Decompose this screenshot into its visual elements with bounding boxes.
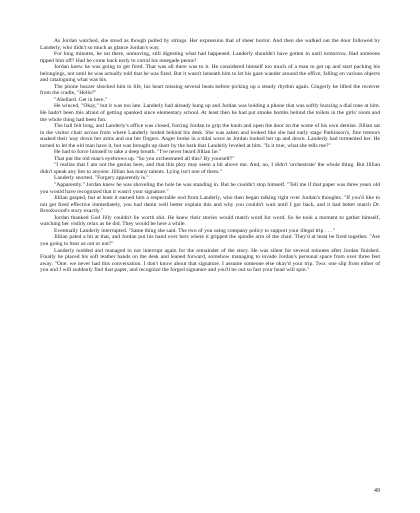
paragraph: Landerly snorted. "Forgery apparently is." (54, 175, 149, 182)
paragraph: The hall felt long, and Landerly's office was closed, forcing Jordan to grip the knob and open the door on the scene of his own demise. Jillian sat in the visitor chair across from where Landerly lorded behind his desk. She was ashen and looked like she had early stage Parkinson's, fine tremors snaked their way down her arms and out her fingers. Anger broke in a tidal wave as Jordan looked her up and down. Landerly had tormented her. He turned to let the old man have it, but was brought up short by the bark that Landerly leveled at him. "Is it true, what she tells me?" (40, 123, 380, 149)
paragraph: Jordan knew he was going to get fired. That was all there was to it. He considered himself too much of a man to get up and start packing his belongings, not until he was actually told that he was fired. But it wasn't beneath him to let his gaze wander around the office, falling on various objects and cataloguing what was his. (40, 64, 380, 84)
paragraph: He had to force himself to take a deep breath. "I've never heard Jillian lie." (54, 149, 222, 156)
paragraph: "Apparently." Jordan knew he was shoveling the hole he was standing in. But he couldn't stop himself. "Tell me if that paper was three years old you would have recognized that it wasn't your signature." (40, 182, 380, 195)
paragraph: "Abellard. Get in here." (54, 96, 108, 103)
paragraph: Jillian paled a bit at that, and Jordan put his hand over hers where it gripped the spindle arm of the chair. They'd at least be fired together. "Are you going to hear us out or not?" (40, 234, 380, 247)
paragraph: "I realize that I am not the genius here, and that this ploy may seem a bit above me. And, no, I didn't 'orchestrate' the whole thing. But Jillian didn't speak any lies to anyone. Jillian has many talents. Lying isn't one of them." (40, 162, 380, 175)
paragraph: Jordan thanked God Jilly couldn't lie worth shit. He knew their stories would match word for word. So he took a moment to gather himself, watching her visibly relax as he did. They would be here a while. (40, 214, 380, 228)
paragraph: Eventually Landerly interrupted. "Same thing she said. The two of you using company policy to support your illegal trip . . . " (54, 227, 336, 234)
paragraph: As Jordan watched, she stood as though pulled by strings. Her expression that of sheer horror. And then she walked out the door followed by Landerly, who didn't so much as glance Jordan's way. (40, 38, 380, 51)
paragraph: Jillian gasped, but at least it earned him a respectable nod from Landerly, who then began talking right over Jordan's thoughts. "If you'd like to not get fired effective immediately, you had damn well better explain this and why you couldn't wait until I got back, and it had better match Dr. Brookwood's story exactly." (40, 195, 380, 215)
body-text (40, 38, 380, 274)
paragraph: For long minutes, he sat there, unmoving, still digesting what had happened. Landerly shouldn't have gotten in until tomorrow. Had someone tipped him off? Had he come back early to corral his renegade peons? (40, 51, 380, 64)
paragraph: The phone buzzer shocked him to life, his heart missing several beats before picking up a steady rhythm again. Gingerly he lifted the receiver from the cradle, "Hello?" (40, 83, 380, 97)
paragraph: That put the old man's eyebrows up. "So you orchestrated all this? By yourself?" (54, 155, 235, 162)
paragraph: He winced, "Okay," but it was too late. Landerly had already hung up and Jordan was holding a phone that was softly buzzing a dial tone at him. He hadn't been this afraid of getting spanked since elementary school. At least then he had put smoke bombs behind the toilets in the girls' room and the whole thing had been fun. (40, 103, 380, 123)
page-number: 49 (374, 488, 380, 494)
paragraph: Landerly nodded and managed to not interrupt again for the remainder of the story. He was silent for several minutes after Jordan finished. Finally he placed his soft leather hands on the desk and leaned forward, somehow managing to invade Jordan's personal space from over three feet away. "One: we never had this conversation. I don't know about that signature. I assume someone else okay'd your trip. Two: one slip from either of you and I will suddenly find that paper, and recognize the forged signature and you'll be out so fast your head will spin." (40, 247, 380, 274)
